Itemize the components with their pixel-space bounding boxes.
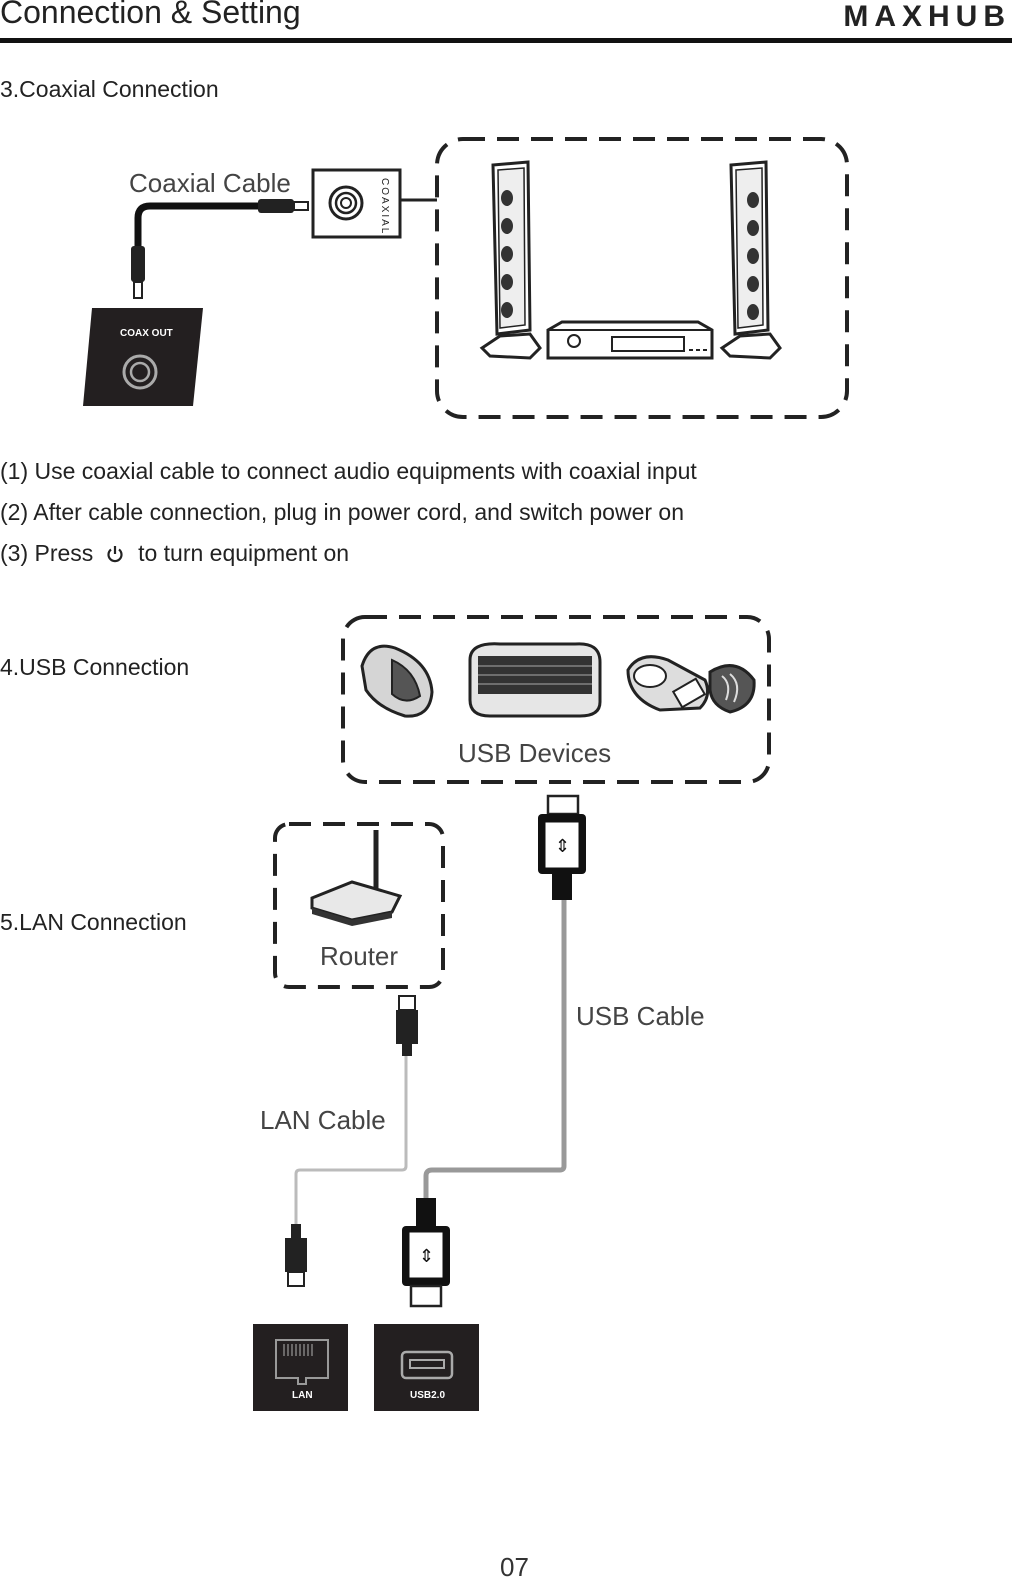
coaxial-heading: 3.Coaxial Connection: [0, 76, 219, 102]
coaxial-cable: [138, 206, 262, 248]
usb-cable: [426, 900, 564, 1200]
power-icon: [106, 542, 124, 560]
coaxial-step-1: (1) Use coaxial cable to connect audio equipments with coaxial input: [0, 458, 697, 484]
usb-port-label: USB2.0: [410, 1390, 446, 1401]
coaxial-step-2: (2) After cable connection, plug in power cord, and switch power on: [0, 499, 684, 525]
mouse-icon: [362, 646, 432, 716]
usb-connector-bottom-icon: [402, 1198, 450, 1306]
lan-port-label: LAN: [292, 1390, 313, 1401]
page-number: 07: [500, 1552, 529, 1582]
right-speaker-icon: [722, 162, 780, 358]
usb-heading: 4.USB Connection: [0, 654, 190, 680]
left-speaker-icon: [482, 162, 540, 358]
keyboard-icon: [470, 644, 600, 716]
lan-cable-label: LAN Cable: [260, 1105, 386, 1135]
page-title: Connection & Setting: [0, 0, 301, 30]
usb-connector-top-icon: [538, 796, 586, 900]
receiver-icon: [548, 322, 712, 358]
coaxial-step-3-prefix: (3) Press: [0, 540, 94, 566]
coaxial-cable-label: Coaxial Cable: [129, 168, 291, 198]
router-icon: [312, 830, 400, 926]
lan-connector-top-icon: [396, 996, 418, 1056]
usb-devices-label: USB Devices: [458, 738, 612, 768]
usb-cable-label: USB Cable: [576, 1001, 705, 1031]
svg-text:⇕: ⇕: [419, 1246, 435, 1267]
coaxial-jack-label: COAXIAL: [379, 178, 390, 236]
coaxial-step-3-suffix: to turn equipment on: [138, 540, 350, 566]
brand-logo: MAXHUB: [843, 0, 1011, 33]
coaxial-step-3: [0, 540, 349, 567]
lan-cable: [296, 1056, 406, 1226]
usb-stick-icon: [628, 657, 754, 712]
router-label: Router: [320, 941, 399, 971]
svg-text:⇕: ⇕: [555, 836, 571, 857]
lan-heading: 5.LAN Connection: [0, 909, 187, 935]
coax-out-label: COAX OUT: [120, 328, 173, 339]
lan-connector-bottom-icon: [285, 1224, 307, 1286]
